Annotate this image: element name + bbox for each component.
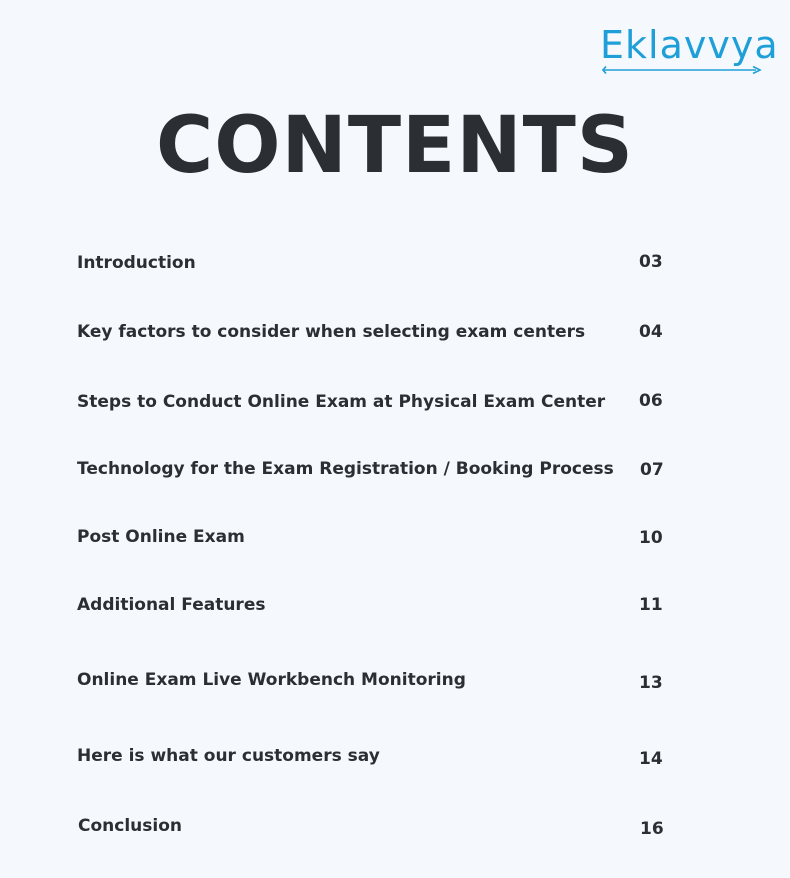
toc-page-number: 13 bbox=[639, 673, 663, 693]
toc-row-post-online-exam[interactable] bbox=[0, 524, 790, 554]
toc-label: Post Online Exam bbox=[77, 527, 245, 547]
toc-row-conclusion[interactable] bbox=[0, 813, 790, 843]
toc-page-number: 06 bbox=[639, 391, 663, 411]
toc-page-number: 10 bbox=[639, 528, 663, 548]
toc-page-number: 03 bbox=[639, 252, 663, 272]
toc-label: Online Exam Live Workbench Monitoring bbox=[77, 670, 466, 690]
toc-page-number: 04 bbox=[639, 322, 663, 342]
toc-label: Here is what our customers say bbox=[77, 746, 380, 766]
toc-page-number: 14 bbox=[639, 749, 663, 769]
toc-row-customers-say[interactable] bbox=[0, 743, 790, 773]
brand-logo bbox=[600, 22, 779, 74]
toc-row-key-factors[interactable] bbox=[0, 319, 790, 349]
toc-row-technology[interactable] bbox=[0, 456, 790, 486]
page-title: CONTENTS bbox=[156, 101, 634, 191]
toc-row-additional-features[interactable] bbox=[0, 592, 790, 622]
toc-label: Steps to Conduct Online Exam at Physical Exam Center bbox=[77, 392, 606, 412]
toc-page-number: 07 bbox=[640, 460, 664, 480]
toc-page-number: 11 bbox=[639, 595, 663, 615]
toc-label: Introduction bbox=[77, 253, 196, 273]
toc-label: Additional Features bbox=[77, 595, 266, 615]
brand-logo-text: Eklavvya bbox=[600, 23, 779, 67]
toc-page-number: 16 bbox=[640, 819, 664, 839]
toc-label: Key factors to consider when selecting exam centers bbox=[77, 322, 586, 342]
toc-label: Technology for the Exam Registration / Booking Process bbox=[77, 459, 614, 479]
arrow-underline-icon bbox=[602, 66, 762, 74]
toc-row-introduction[interactable] bbox=[0, 250, 790, 280]
toc-label: Conclusion bbox=[78, 816, 182, 836]
toc-row-live-workbench[interactable] bbox=[0, 667, 790, 697]
toc-row-steps[interactable] bbox=[0, 389, 790, 419]
